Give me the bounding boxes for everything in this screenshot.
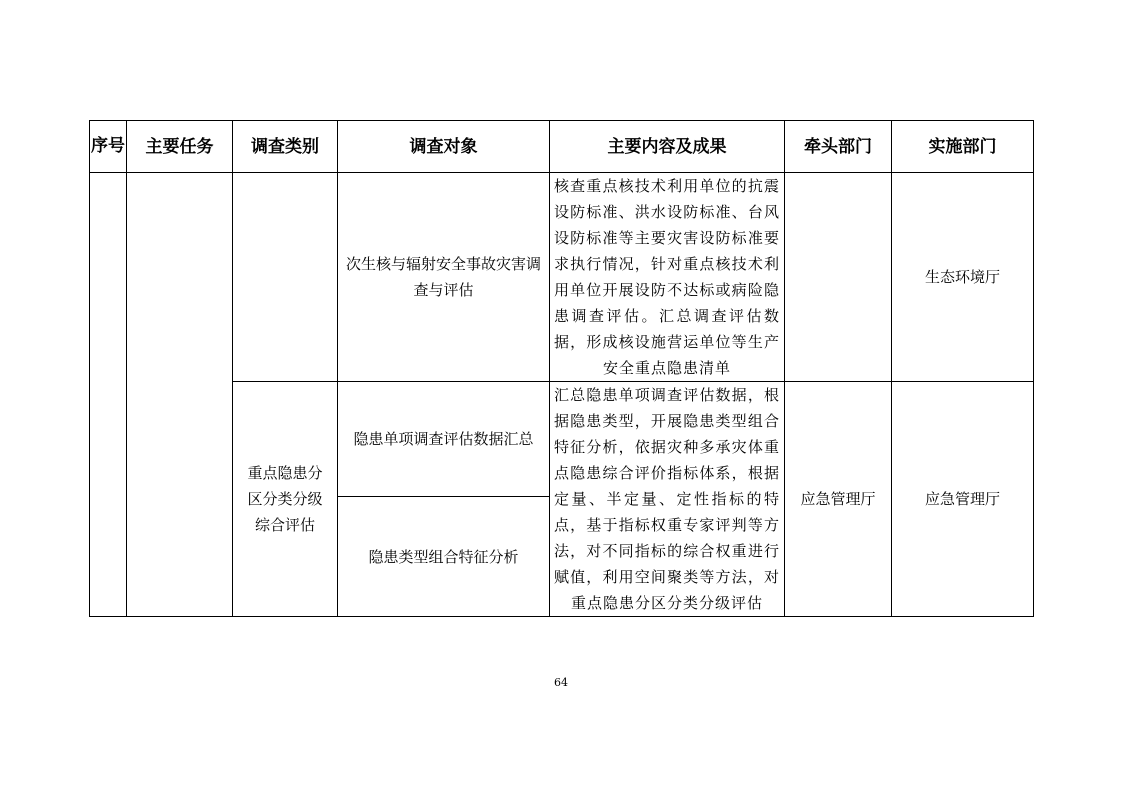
header-lead-dept: 牵头部门 xyxy=(785,121,892,173)
header-content-results: 主要内容及成果 xyxy=(550,121,785,173)
table-header-row xyxy=(90,121,1034,173)
object-cell xyxy=(338,173,550,382)
header-survey-object: 调查对象 xyxy=(338,121,550,173)
impl-dept-cell xyxy=(892,382,1034,617)
object-text: 隐患单项调查评估数据汇总 xyxy=(353,430,534,449)
header-survey-category: 调查类别 xyxy=(233,121,338,173)
lead-dept-text: 应急管理厅 xyxy=(800,490,876,508)
main-task-cell xyxy=(127,173,233,617)
table-row xyxy=(90,173,1034,382)
lead-dept-cell xyxy=(785,382,892,617)
content-text: 核查重点核技术利用单位的抗震设防标准、洪水设防标准、台风设防标准等主要灾害设防标准要求执行情况，针对重点核技术利用单位开展设防不达标或病险隐患调查评估。汇总调查评估数据，形成核设施营运单位等生产安全重点隐患清单 xyxy=(554,177,780,377)
lead-dept-cell xyxy=(785,173,892,382)
impl-dept-text: 应急管理厅 xyxy=(924,490,1000,508)
content-text: 汇总隐患单项调查评估数据，根据隐患类型，开展隐患类型组合特征分析，依据灾种多承灾体重点隐患综合评价指标体系，根据定量、半定量、定性指标的特点，基于指标权重专家评判等方法，对不同指标的综合权重进行赋值，利用空间聚类等方法，对重点隐患分区分类分级评估 xyxy=(554,386,780,612)
object-cell xyxy=(338,497,550,617)
content-cell xyxy=(550,173,785,382)
content-cell xyxy=(550,382,785,617)
index-cell xyxy=(90,173,127,617)
impl-dept-cell xyxy=(892,173,1034,382)
page-number: 64 xyxy=(554,676,568,689)
object-text: 次生核与辐射安全事故灾害调查与评估 xyxy=(345,255,541,299)
object-text: 隐患类型组合特征分析 xyxy=(368,547,519,566)
impl-dept-text: 生态环境厅 xyxy=(924,268,1000,286)
category-cell xyxy=(233,173,338,382)
category-cell xyxy=(233,382,338,617)
header-main-task: 主要任务 xyxy=(127,121,233,173)
object-cell xyxy=(338,382,550,497)
category-text: 重点隐患分区分类分级综合评估 xyxy=(247,464,323,534)
task-table xyxy=(89,120,1034,617)
header-impl-dept: 实施部门 xyxy=(892,121,1034,173)
header-index: 序号 xyxy=(90,121,127,173)
